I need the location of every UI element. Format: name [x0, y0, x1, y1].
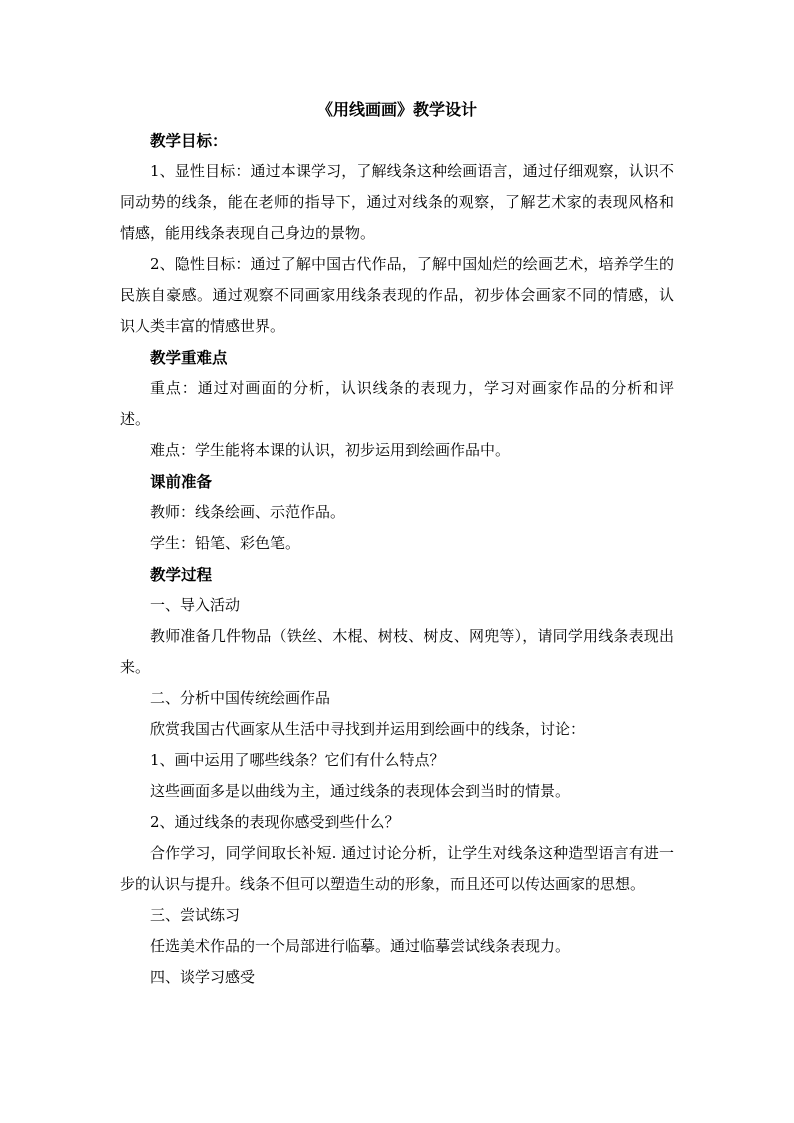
paragraph-step-2-intro: 欣赏我国古代画家从生活中寻找到并运用到绘画中的线条，讨论：	[150, 720, 586, 738]
paragraph-explicit-objective: 1、显性目标：通过本课学习，了解线条这种绘画语言，通过仔细观察，认识不同动势的线条，能在老师的指导下，通过对线条的观察，了解艺术家的表现风格和情感，能用线条表现自己身边的景物。	[120, 162, 674, 242]
paragraph-step-1-title: 一、导入活动	[150, 596, 241, 614]
section-heading-process: 教学过程	[150, 565, 213, 584]
document-body	[120, 94, 674, 993]
paragraph-difficulty: 难点：学生能将本课的认识，初步运用到绘画作品中。	[150, 441, 511, 459]
paragraph-question-2: 2、通过线条的表现你感受到些什么？	[150, 813, 400, 831]
section-heading-objectives: 教学目标：	[150, 131, 228, 150]
section-heading-preparation: 课前准备	[150, 472, 213, 491]
paragraph-step-3-title: 三、尝试练习	[150, 906, 241, 924]
paragraph-step-1-body: 教师准备几件物品（铁丝、木棍、树枝、树皮、网兜等），请同学用线条表现出来。	[120, 627, 674, 676]
section-heading-key-points: 教学重难点	[150, 348, 228, 367]
paragraph-teacher-prep: 教师：线条绘画、示范作品。	[150, 503, 346, 521]
paragraph-answer-1: 这些画面多是以曲线为主，通过线条的表现体会到当时的情景。	[150, 782, 571, 800]
paragraph-implicit-objective: 2、隐性目标：通过了解中国古代作品，了解中国灿烂的绘画艺术，培养学生的民族自豪感。通过观察不同画家用线条表现的作品，初步体会画家不同的情感，认识人类丰富的情感世界。	[120, 255, 674, 335]
paragraph-question-1: 1、画中运用了哪些线条？它们有什么特点？	[150, 751, 445, 769]
paragraph-step-2-title: 二、分析中国传统绘画作品	[150, 689, 331, 707]
paragraph-answer-2: 合作学习，同学间取长补短. 通过讨论分析，让学生对线条这种造型语言有进一步的认识与提升。线条不但可以塑造生动的形象，而且还可以传达画家的思想。	[120, 844, 674, 893]
paragraph-key-point: 重点：通过对画面的分析，认识线条的表现力，学习对画家作品的分析和评述。	[120, 379, 674, 428]
paragraph-step-3-body: 任选美术作品的一个局部进行临摹。通过临摹尝试线条表现力。	[150, 937, 571, 955]
paragraph-step-4-title: 四、谈学习感受	[150, 968, 256, 986]
paragraph-student-prep: 学生：铅笔、彩色笔。	[150, 534, 301, 552]
document-title: 《用线画画》教学设计	[316, 100, 477, 119]
